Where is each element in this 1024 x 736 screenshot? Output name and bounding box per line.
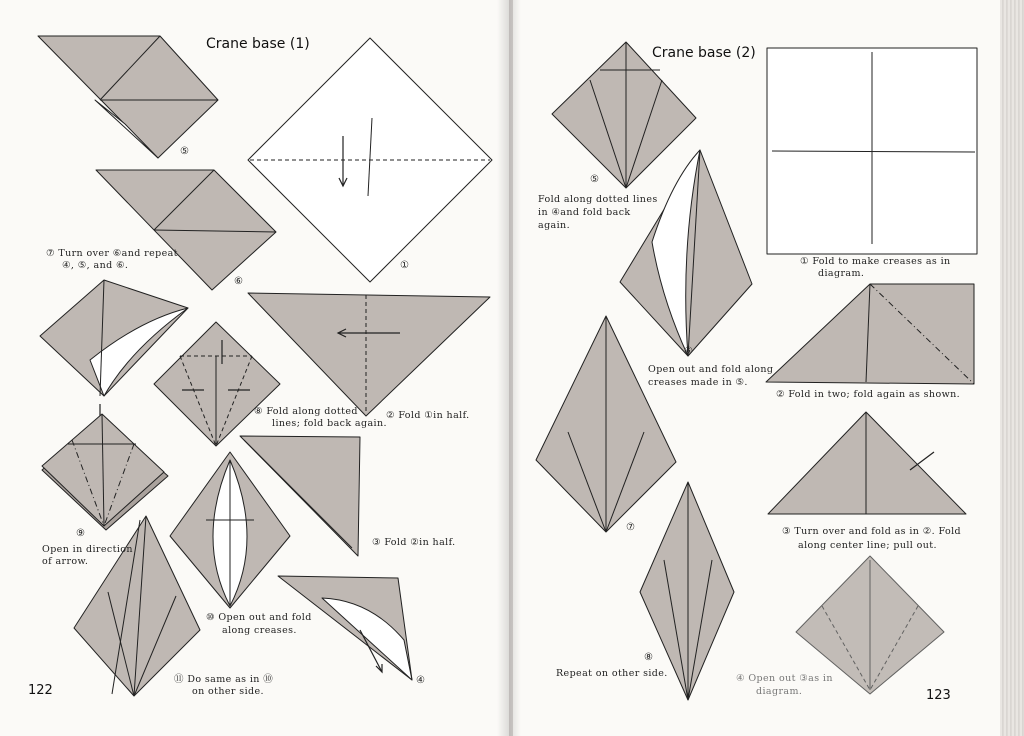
diagram-right-step1: [767, 48, 977, 254]
diagram-left-step6: [96, 170, 276, 290]
left-step4-label: ④: [416, 675, 425, 686]
right-step2-label: ② Fold in two; fold again as shown.: [776, 389, 961, 400]
right-step5-line3: again.: [538, 220, 570, 231]
left-step10-line2: along creases.: [222, 625, 297, 636]
right-step6-line2: creases made in ⑤.: [648, 377, 748, 388]
right-step3-line1: ③ Turn over and fold as in ②. Fold: [782, 526, 962, 537]
diagram-right-step7: [536, 316, 676, 532]
right-step1-line1: ① Fold to make creases as in: [800, 256, 951, 267]
left-step10-line1: ⑩ Open out and fold: [206, 612, 312, 623]
left-step1-label: ①: [400, 260, 409, 271]
right-page-title: Crane base (2): [652, 45, 756, 61]
diagram-left-step1: [248, 38, 492, 282]
diagram-right-step5: [552, 42, 696, 188]
right-step3-line2: along center line; pull out.: [798, 540, 937, 551]
left-step11-line1: ⑪ Do same as in ⑩: [174, 674, 274, 685]
right-step6-line1: Open out and fold along: [648, 364, 774, 375]
right-step8-line1: Repeat on other side.: [556, 668, 668, 679]
left-step9-line1: Open in direction: [42, 544, 133, 555]
left-page-number: 122: [28, 683, 53, 698]
right-step4-line2: diagram.: [756, 686, 803, 697]
left-step9-line2: of arrow.: [42, 556, 89, 567]
left-step7-line1: ⑦ Turn over ⑥and repeat: [46, 248, 178, 259]
left-step7-line2: ④, ⑤, and ⑥.: [62, 260, 129, 271]
right-step5-line1: Fold along dotted lines: [538, 194, 658, 205]
right-step7-label: ⑦: [626, 522, 635, 533]
diagram-left-step5: [38, 36, 218, 158]
right-step5-line2: in ④and fold back: [538, 207, 631, 218]
left-step11-line2: on other side.: [192, 686, 264, 697]
diagram-left-step8: [154, 322, 280, 446]
right-step8-label: ⑧: [644, 652, 653, 663]
left-step9-label: ⑨: [76, 528, 85, 539]
right-step1-line2: diagram.: [818, 268, 865, 279]
diagram-left-step9: [42, 414, 168, 530]
right-step5-label: ⑤: [590, 174, 599, 185]
left-step2-label: ② Fold ①in half.: [386, 410, 470, 421]
left-page-title: Crane base (1): [206, 36, 310, 52]
diagram-right-step2: [766, 284, 974, 384]
diagram-right-step3: [768, 412, 966, 514]
right-page-number: 123: [926, 688, 951, 703]
right-step4-line1: ④ Open out ③as in: [736, 673, 833, 684]
left-step6-label: ⑥: [234, 276, 243, 287]
diagram-left-step10: [170, 452, 290, 608]
left-step5-label: ⑤: [180, 146, 189, 157]
diagram-right-step6: [620, 150, 752, 356]
left-step3-label: ③ Fold ②in half.: [372, 537, 456, 548]
diagram-left-step4: [278, 576, 412, 680]
diagram-left-step2: [248, 293, 490, 416]
right-step6-label: ⑥: [684, 346, 693, 357]
left-step8-line2: lines; fold back again.: [272, 418, 387, 429]
diagram-left-step7: [40, 280, 188, 424]
left-step8-line1: ⑧ Fold along dotted: [254, 406, 358, 417]
